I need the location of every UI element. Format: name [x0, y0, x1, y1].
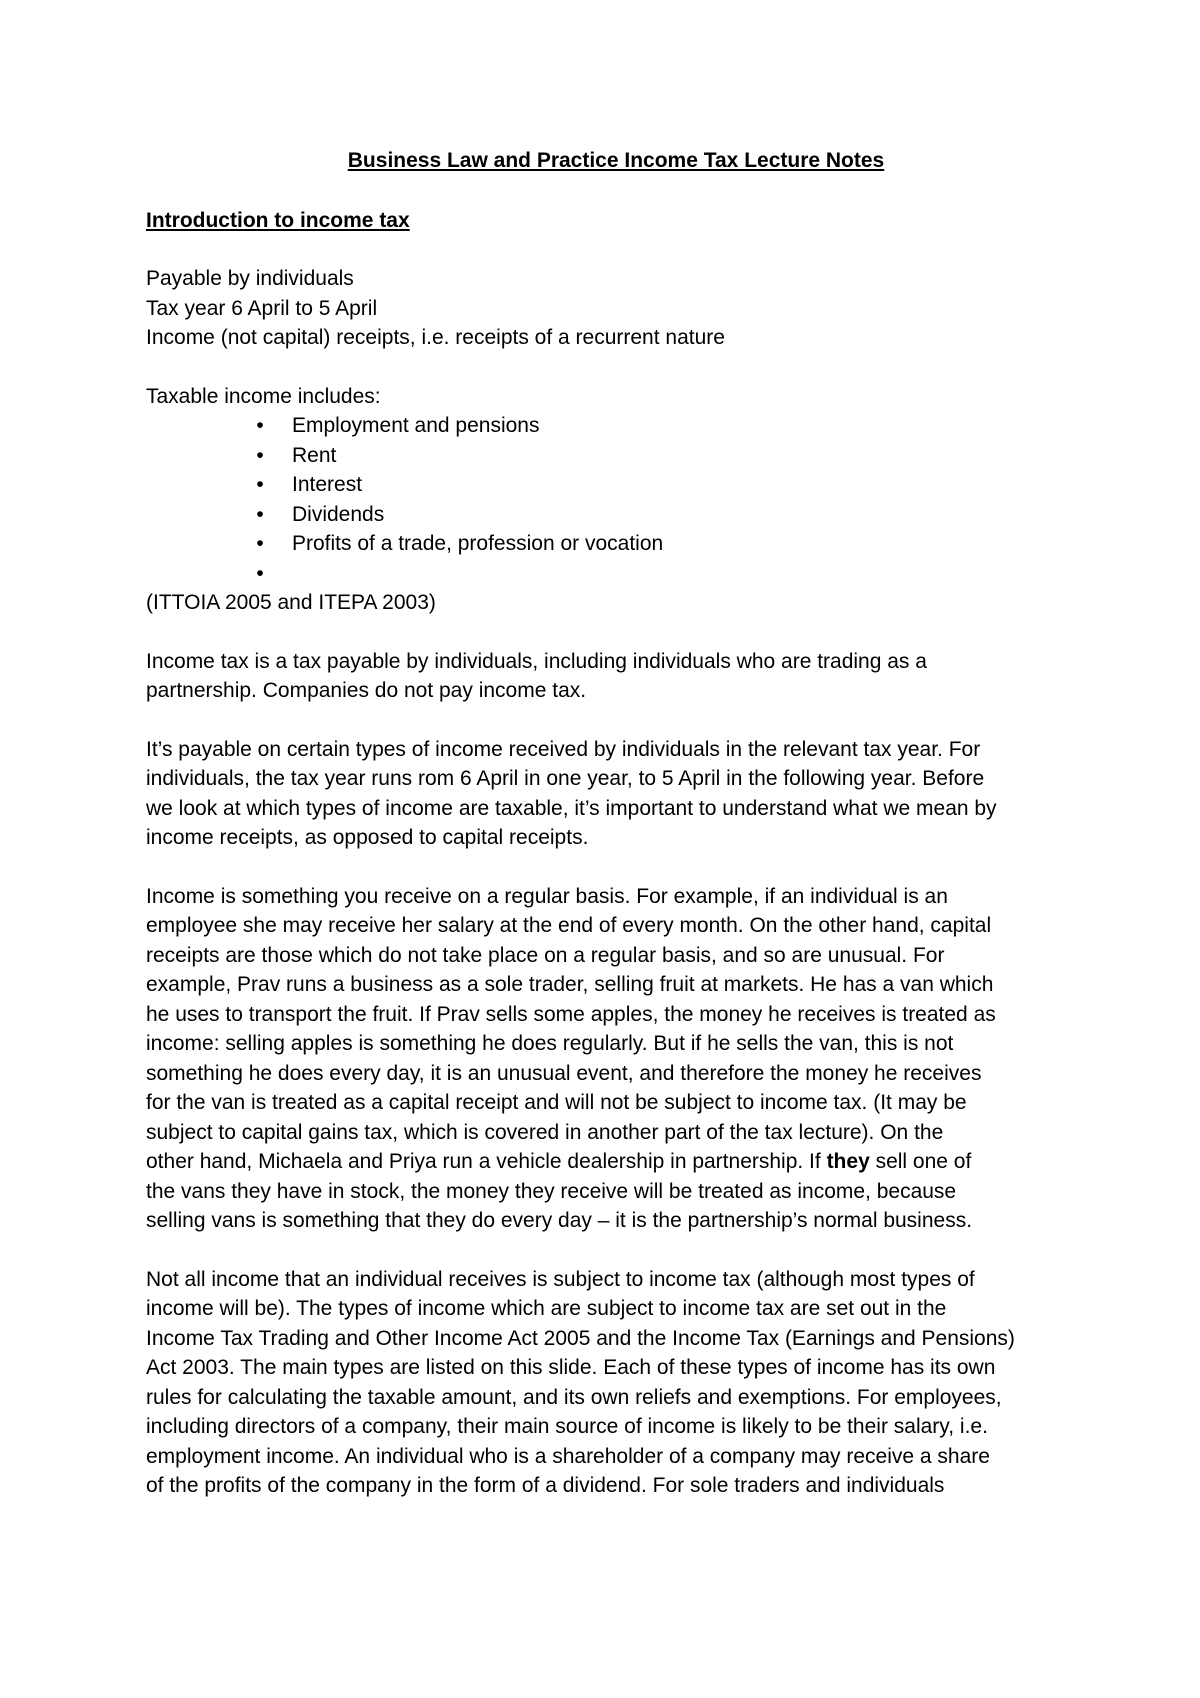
- bullet-icon: •: [256, 473, 264, 496]
- document-title: Business Law and Practice Income Tax Lecture Notes: [347, 149, 885, 172]
- paragraph-income-tax-definition: [146, 647, 1086, 706]
- paragraph-line: Act 2003. The main types are listed on this slide. Each of these types of income has its own: [146, 1356, 996, 1379]
- paragraph-line: of the profits of the company in the form of a dividend. For sole traders and individuals: [146, 1474, 945, 1497]
- list-item-label: Dividends: [292, 502, 385, 526]
- taxable-income-list: [146, 411, 1086, 588]
- paragraph-income-vs-capital: [146, 882, 1086, 1236]
- paragraph-line: income: selling apples is something he does regularly. But if he sells the van, this is not: [146, 1032, 954, 1055]
- statutes-reference: (ITTOIA 2005 and ITEPA 2003): [146, 591, 436, 614]
- paragraph-line: receipts are those which do not take place on a regular basis, and so are unusual. For: [146, 943, 945, 967]
- paragraph-tax-year: [146, 735, 1086, 853]
- paragraph-line: the vans they have in stock, the money they receive will be treated as income, because: [146, 1179, 957, 1203]
- paragraph-line: income receipts, as opposed to capital receipts.: [146, 826, 589, 849]
- paragraph-taxable-types: [146, 1265, 1086, 1501]
- paragraph-line: Income Tax Trading and Other Income Act 2005 and the Income Tax (Earnings and Pensions): [146, 1326, 1015, 1350]
- paragraph-line: he uses to transport the fruit. If Prav sells some apples, the money he receives is treated as: [146, 1002, 996, 1026]
- intro-line: Tax year 6 April to 5 April: [146, 296, 378, 320]
- line-text: sell one of: [869, 1150, 972, 1173]
- bullet-icon: •: [256, 414, 264, 437]
- paragraph-line: subject to capital gains tax, which is covered in another part of the tax lecture). On the: [146, 1120, 944, 1144]
- list-item: [254, 470, 1086, 500]
- list-item: [254, 500, 1086, 530]
- line-text: other hand, Michaela and Priya run a vehicle dealership in partnership. If: [146, 1150, 827, 1173]
- paragraph-line: including directors of a company, their main source of income is likely to be their salary, i.e.: [146, 1415, 988, 1438]
- paragraph-line: employment income. An individual who is a shareholder of a company may receive a share: [146, 1444, 990, 1468]
- paragraph-line: example, Prav runs a business as a sole trader, selling fruit at markets. He has a van which: [146, 973, 994, 996]
- list-item-label: Employment and pensions: [292, 414, 540, 437]
- list-item: [254, 441, 1086, 471]
- list-item-label: Interest: [292, 473, 363, 496]
- paragraph-line: rules for calculating the taxable amount, and its own reliefs and exemptions. For employees,: [146, 1385, 1002, 1409]
- bullet-icon: •: [256, 561, 264, 585]
- paragraph-line: individuals, the tax year runs rom 6 April in one year, to 5 April in the following year. Before: [146, 767, 985, 790]
- paragraph-line: Not all income that an individual receives is subject to income tax (although most types of: [146, 1267, 975, 1291]
- emphasis-word: they: [826, 1150, 870, 1173]
- paragraph-line: something he does every day, it is an unusual event, and therefore the money he receives: [146, 1061, 982, 1085]
- taxable-income-block: [146, 382, 1086, 618]
- paragraph-line: income will be). The types of income which are subject to income tax are set out in the: [146, 1297, 947, 1320]
- paragraph-line: employee she may receive her salary at the end of every month. On the other hand, capital: [146, 914, 992, 937]
- section-heading: Introduction to income tax: [146, 208, 410, 232]
- paragraph-line: Income tax is a tax payable by individuals, including individuals who are trading as a: [146, 649, 927, 673]
- document-body: [146, 146, 1086, 1501]
- bullet-icon: •: [256, 532, 264, 555]
- list-item: [254, 411, 1086, 441]
- intro-line: Income (not capital) receipts, i.e. receipts of a recurrent nature: [146, 326, 725, 349]
- bullet-icon: •: [256, 443, 264, 467]
- paragraph-line: Income is something you receive on a regular basis. For example, if an individual is an: [146, 884, 948, 908]
- intro-line: Payable by individuals: [146, 267, 354, 290]
- paragraph-line: selling vans is something that they do every day – it is the partnership’s normal business.: [146, 1209, 973, 1232]
- list-item-label: Rent: [292, 443, 337, 467]
- list-item-empty: [254, 559, 1086, 589]
- list-item-label: Profits of a trade, profession or vocation: [292, 532, 664, 555]
- paragraph-line: for the van is treated as a capital receipt and will not be subject to income tax. (It may be: [146, 1091, 967, 1114]
- intro-block: [146, 264, 1086, 353]
- list-item: [254, 529, 1086, 559]
- paragraph-line: we look at which types of income are taxable, it’s important to understand what we mean by: [146, 796, 997, 820]
- paragraph-line: partnership. Companies do not pay income tax.: [146, 679, 587, 702]
- paragraph-line: It’s payable on certain types of income received by individuals in the relevant tax year. For: [146, 737, 981, 761]
- paragraph-line-with-emphasis: [146, 1147, 1086, 1177]
- bullet-icon: •: [256, 502, 264, 526]
- taxable-income-intro: Taxable income includes:: [146, 384, 381, 408]
